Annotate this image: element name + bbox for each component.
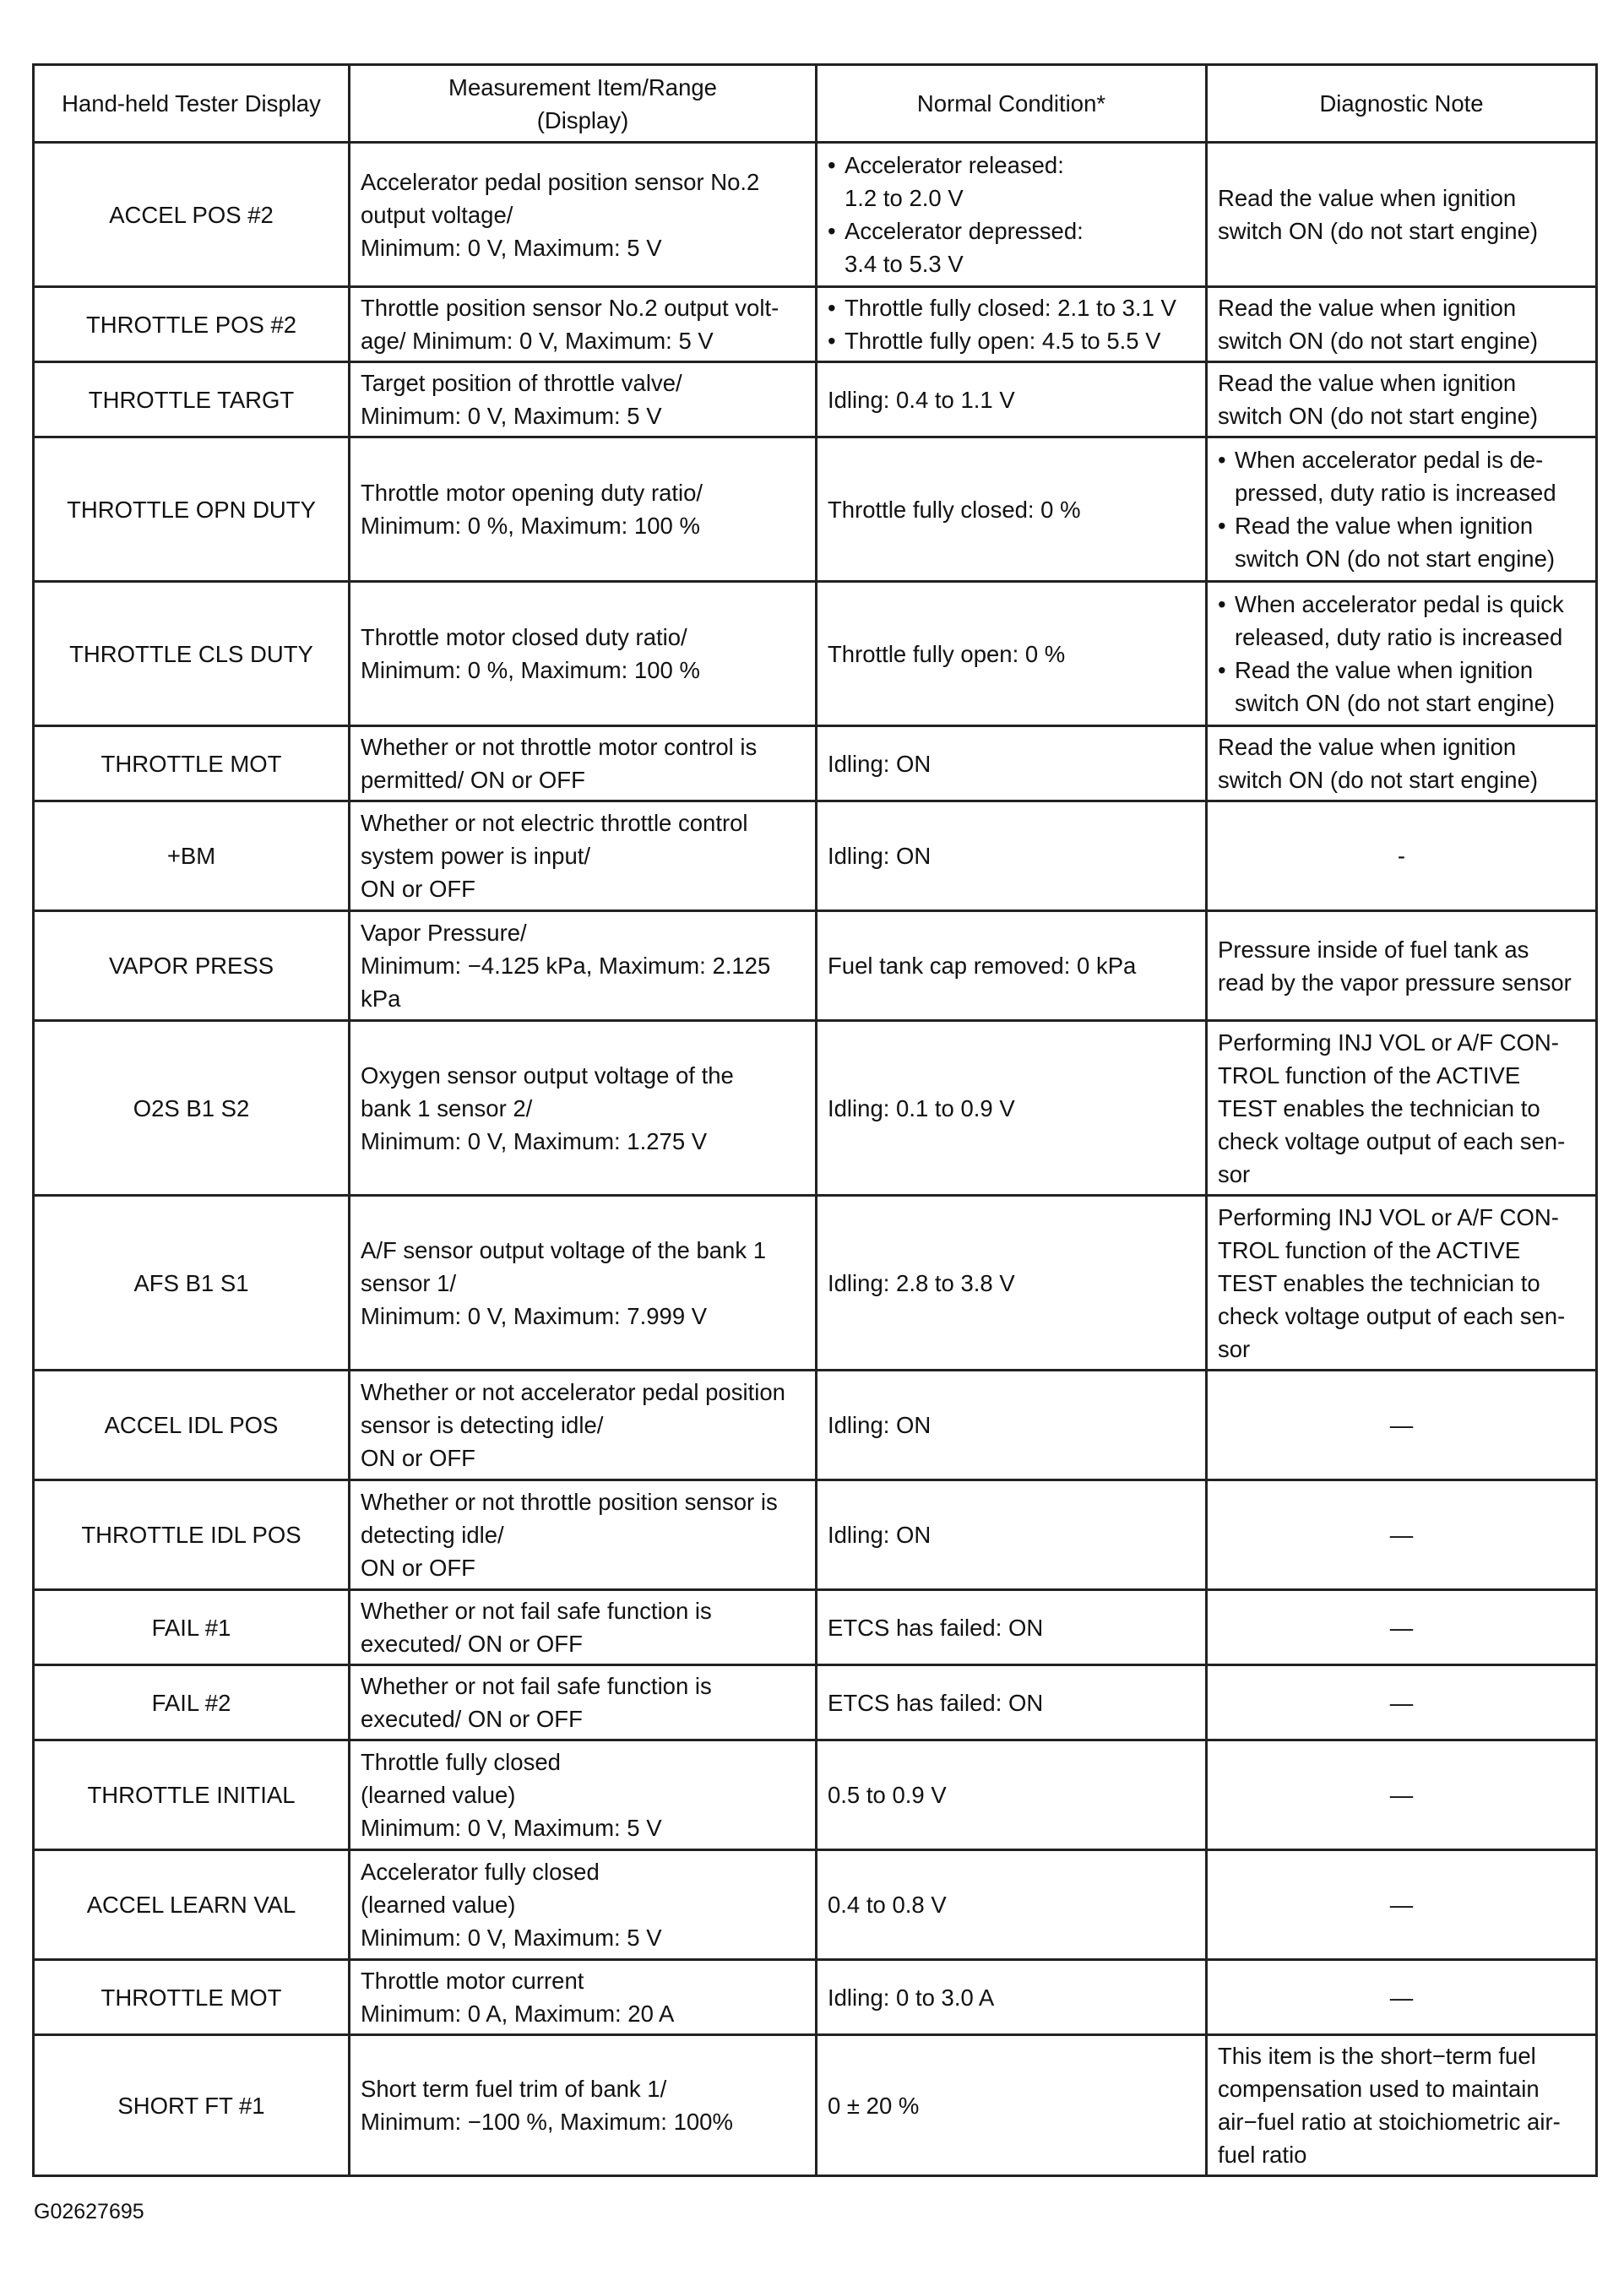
tester-display-cell: O2S B1 S2 [34, 1021, 350, 1196]
diagnostic-note-cell: — [1207, 1665, 1597, 1740]
normal-condition-cell: Throttle fully closed: 0 % [817, 437, 1207, 582]
tester-display-cell: SHORT FT #1 [34, 2035, 350, 2176]
tester-display-cell: THROTTLE CLS DUTY [34, 582, 350, 726]
normal-condition-cell: Fuel tank cap removed: 0 kPa [817, 911, 1207, 1021]
table-row [34, 582, 1597, 726]
bullet-item: • When accelerator pedal is de- pressed, duty ratio is increased [1218, 443, 1585, 509]
header-row [34, 65, 1597, 143]
tester-display-cell: THROTTLE MOT [34, 726, 350, 801]
bullet-item: • Read the value when ignition switch ON (do not start engine) [1218, 654, 1585, 719]
tester-display-cell: ACCEL LEARN VAL [34, 1850, 350, 1960]
normal-condition-cell: ETCS has failed: ON [817, 1590, 1207, 1665]
header-normal-condition: Normal Condition* [817, 65, 1207, 143]
diagnostic-note-cell: — [1207, 1850, 1597, 1960]
table-row [34, 1740, 1597, 1850]
table-row [34, 2035, 1597, 2176]
table-row [34, 1371, 1597, 1480]
diagnostic-note-cell: — [1207, 1960, 1597, 2035]
diagnostic-note-cell: This item is the short−term fuel compensation used to maintain air−fuel ratio at stoichiometric air- fuel ratio [1207, 2035, 1597, 2176]
table-row [34, 1480, 1597, 1590]
measurement-range-cell: Accelerator fully closed (learned value) Minimum: 0 V, Maximum: 5 V [350, 1850, 817, 1960]
table-row [34, 726, 1597, 801]
bullet-item: • Accelerator depressed: 3.4 to 5.3 V [828, 214, 1195, 280]
tester-display-cell: ACCEL POS #2 [34, 143, 350, 287]
measurement-range-cell: Target position of throttle valve/ Minimum: 0 V, Maximum: 5 V [350, 362, 817, 437]
normal-condition-cell: Idling: 2.8 to 3.8 V [817, 1196, 1207, 1371]
table-row [34, 1850, 1597, 1960]
table-row [34, 362, 1597, 437]
normal-condition-cell [817, 143, 1207, 287]
tester-display-cell: THROTTLE OPN DUTY [34, 437, 350, 582]
normal-condition-cell: 0.4 to 0.8 V [817, 1850, 1207, 1960]
diagnostic-note-cell: — [1207, 1371, 1597, 1480]
normal-condition-cell [817, 287, 1207, 362]
tester-display-cell: ACCEL IDL POS [34, 1371, 350, 1480]
table-row [34, 1960, 1597, 2035]
tester-display-cell: THROTTLE INITIAL [34, 1740, 350, 1850]
diagnostic-note-cell: Read the value when ignition switch ON (do not start engine) [1207, 726, 1597, 801]
measurement-range-cell: Whether or not fail safe function is executed/ ON or OFF [350, 1590, 817, 1665]
measurement-range-cell: Whether or not electric throttle control system power is input/ ON or OFF [350, 801, 817, 911]
normal-condition-cell: Idling: 0 to 3.0 A [817, 1960, 1207, 2035]
measurement-range-cell: Vapor Pressure/ Minimum: −4.125 kPa, Maximum: 2.125 kPa [350, 911, 817, 1021]
normal-condition-cell: Idling: ON [817, 801, 1207, 911]
header-diagnostic-note: Diagnostic Note [1207, 65, 1597, 143]
table-row [34, 287, 1597, 362]
measurement-range-cell: Oxygen sensor output voltage of the bank 1 sensor 2/ Minimum: 0 V, Maximum: 1.275 V [350, 1021, 817, 1196]
normal-condition-cell: Idling: ON [817, 1480, 1207, 1590]
normal-condition-cell: 0 ± 20 % [817, 2035, 1207, 2176]
measurement-range-cell: Throttle motor opening duty ratio/ Minimum: 0 %, Maximum: 100 % [350, 437, 817, 582]
diagnostic-note-cell [1207, 582, 1597, 726]
tester-display-cell: THROTTLE MOT [34, 1960, 350, 2035]
normal-condition-cell: Idling: ON [817, 726, 1207, 801]
bullet-item: • Throttle fully open: 4.5 to 5.5 V [828, 324, 1195, 357]
measurement-range-cell: Accelerator pedal position sensor No.2 output voltage/ Minimum: 0 V, Maximum: 5 V [350, 143, 817, 287]
tester-display-cell: THROTTLE TARGT [34, 362, 350, 437]
tester-display-cell: FAIL #2 [34, 1665, 350, 1740]
diagnostic-note-cell: Performing INJ VOL or A/F CON- TROL function of the ACTIVE TEST enables the technician to check voltage output of each sen- sor [1207, 1196, 1597, 1371]
bullet-item: • Read the value when ignition switch ON (do not start engine) [1218, 509, 1585, 575]
measurement-range-cell: Whether or not throttle motor control is permitted/ ON or OFF [350, 726, 817, 801]
diagnostic-note-cell: Read the value when ignition switch ON (do not start engine) [1207, 287, 1597, 362]
measurement-range-cell: Throttle motor current Minimum: 0 A, Maximum: 20 A [350, 1960, 817, 2035]
measurement-range-cell: Whether or not accelerator pedal position sensor is detecting idle/ ON or OFF [350, 1371, 817, 1480]
table-row [34, 143, 1597, 287]
bullet-item: • Accelerator released: 1.2 to 2.0 V [828, 149, 1195, 214]
table-row [34, 1021, 1597, 1196]
tester-display-cell: THROTTLE POS #2 [34, 287, 350, 362]
normal-condition-cell: Idling: 0.1 to 0.9 V [817, 1021, 1207, 1196]
measurement-range-cell: Throttle position sensor No.2 output volt- age/ Minimum: 0 V, Maximum: 5 V [350, 287, 817, 362]
table-row [34, 801, 1597, 911]
measurement-range-cell: Short term fuel trim of bank 1/ Minimum: −100 %, Maximum: 100% [350, 2035, 817, 2176]
header-tester-display: Hand-held Tester Display [34, 65, 350, 143]
measurement-range-cell: Whether or not fail safe function is executed/ ON or OFF [350, 1665, 817, 1740]
tester-display-cell: VAPOR PRESS [34, 911, 350, 1021]
normal-condition-cell: 0.5 to 0.9 V [817, 1740, 1207, 1850]
tester-display-cell: +BM [34, 801, 350, 911]
tester-display-cell: FAIL #1 [34, 1590, 350, 1665]
normal-condition-cell: Idling: ON [817, 1371, 1207, 1480]
diagnostic-note-cell: — [1207, 1590, 1597, 1665]
diagnostic-note-cell: - [1207, 801, 1597, 911]
measurement-range-cell: Throttle fully closed (learned value) Minimum: 0 V, Maximum: 5 V [350, 1740, 817, 1850]
diagnostic-note-cell [1207, 437, 1597, 582]
figure-id: G02627695 [34, 2200, 144, 2223]
normal-condition-cell: Idling: 0.4 to 1.1 V [817, 362, 1207, 437]
table-row [34, 437, 1597, 582]
bullet-item: • When accelerator pedal is quick released, duty ratio is increased [1218, 588, 1585, 654]
diagnostic-note-cell: — [1207, 1740, 1597, 1850]
measurement-range-cell: Throttle motor closed duty ratio/ Minimum: 0 %, Maximum: 100 % [350, 582, 817, 726]
diagnostic-note-cell: Read the value when ignition switch ON (do not start engine) [1207, 143, 1597, 287]
tester-display-cell: THROTTLE IDL POS [34, 1480, 350, 1590]
diagnostic-note-cell: — [1207, 1480, 1597, 1590]
table-row [34, 911, 1597, 1021]
tester-display-table [32, 63, 1598, 2177]
normal-condition-cell: Throttle fully open: 0 % [817, 582, 1207, 726]
diagnostic-note-cell: Performing INJ VOL or A/F CON- TROL function of the ACTIVE TEST enables the technician to check voltage output of each sen- sor [1207, 1021, 1597, 1196]
table-row [34, 1196, 1597, 1371]
bullet-item: • Throttle fully closed: 2.1 to 3.1 V [828, 291, 1195, 324]
header-measurement-range: Measurement Item/Range (Display) [350, 65, 817, 143]
normal-condition-cell: ETCS has failed: ON [817, 1665, 1207, 1740]
diagnostic-note-cell: Pressure inside of fuel tank as read by the vapor pressure sensor [1207, 911, 1597, 1021]
table-row [34, 1590, 1597, 1665]
measurement-range-cell: Whether or not throttle position sensor is detecting idle/ ON or OFF [350, 1480, 817, 1590]
table-row [34, 1665, 1597, 1740]
diagnostic-note-cell: Read the value when ignition switch ON (do not start engine) [1207, 362, 1597, 437]
tester-display-cell: AFS B1 S1 [34, 1196, 350, 1371]
measurement-range-cell: A/F sensor output voltage of the bank 1 sensor 1/ Minimum: 0 V, Maximum: 7.999 V [350, 1196, 817, 1371]
